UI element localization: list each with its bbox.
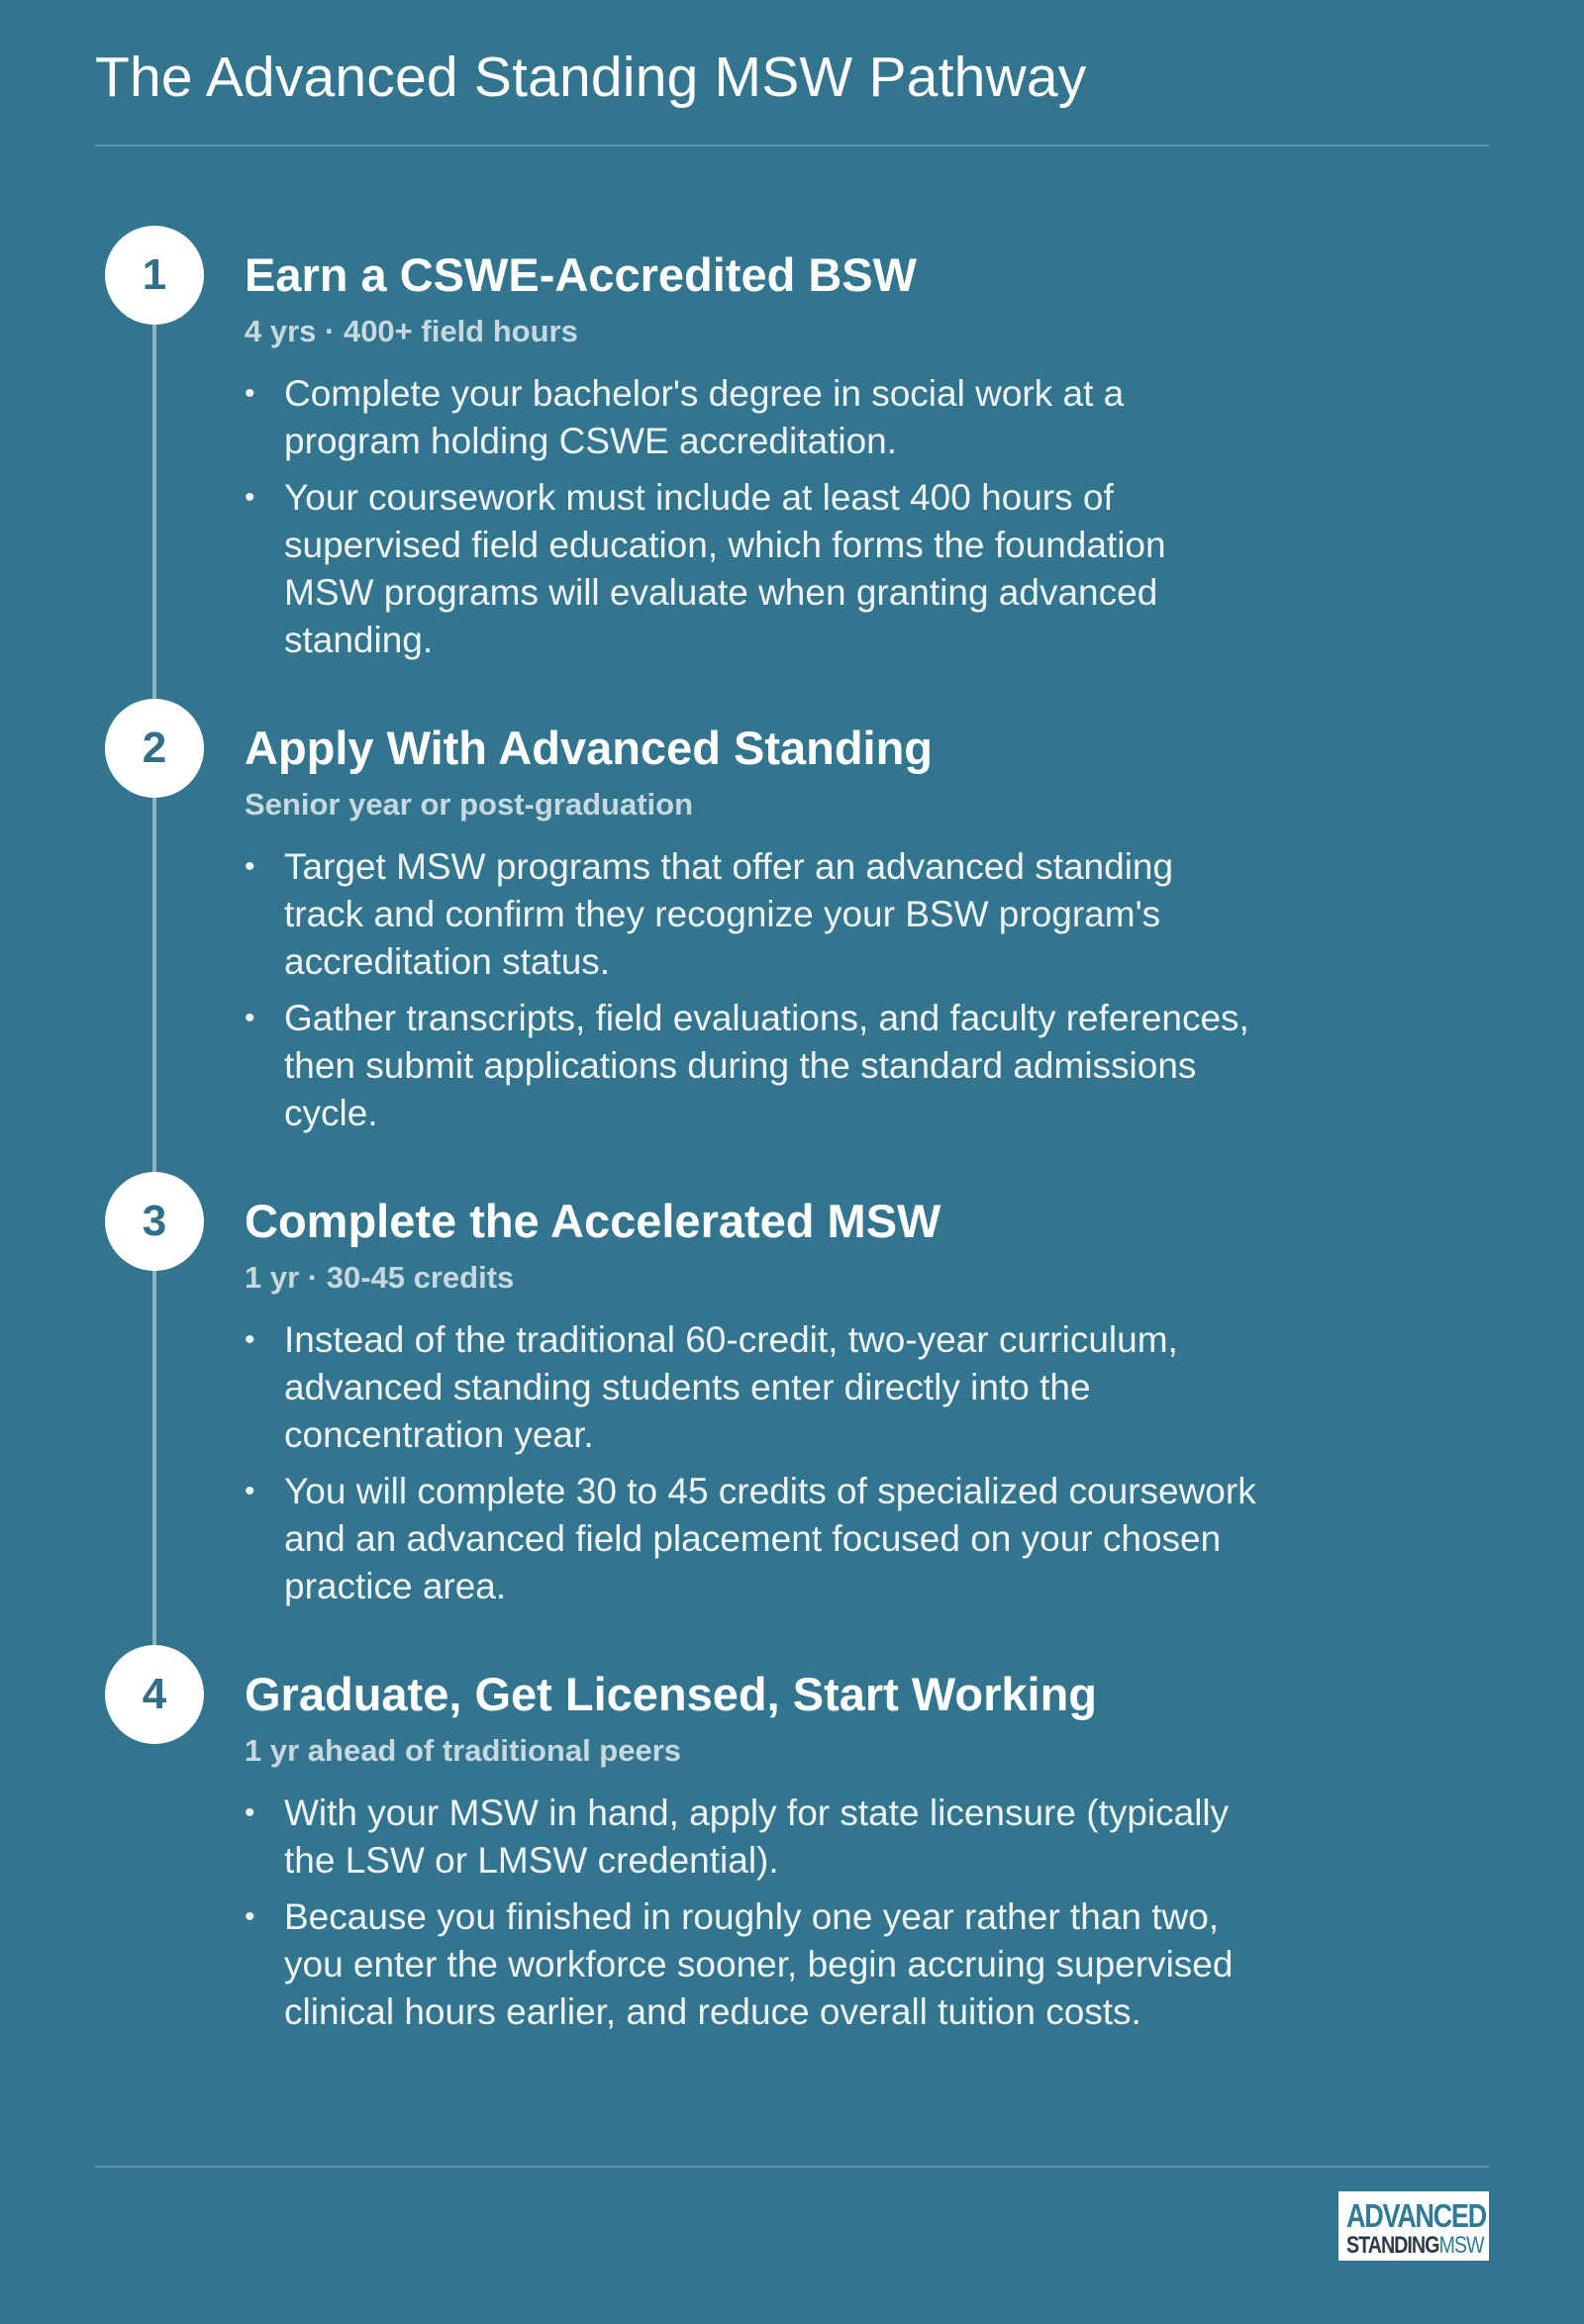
step-number-badge: 1 <box>105 226 204 325</box>
logo-line-2 <box>1346 2232 1484 2259</box>
logo-word-msw: MSW <box>1438 2232 1484 2259</box>
step-title: Earn a CSWE-Accredited BSW <box>245 248 918 301</box>
bullet-item: • Because you finished in roughly one year rather than two, you enter the workforce sooner, begin accruing supervised clinical hours earlier, and reduce overall tuition costs. <box>245 1893 1254 2036</box>
step-number-badge: 4 <box>105 1645 204 1744</box>
step-title: Complete the Accelerated MSW <box>245 1195 941 1247</box>
brand-logo <box>1338 2191 1489 2261</box>
step-meta: 4 yrs · 400+ field hours <box>245 314 578 348</box>
bullet-item: • Target MSW programs that offer an advanced standing track and confirm they recognize your BSW program's accreditation status. <box>245 843 1254 986</box>
bullet-item: • You will complete 30 to 45 credits of specialized coursework and an advanced field placement focused on your chosen practice area. <box>245 1468 1274 1610</box>
step-bullets <box>245 370 1254 673</box>
step-bullets <box>245 1316 1274 1619</box>
footer-divider <box>95 2166 1489 2168</box>
bullet-item: • Complete your bachelor's degree in social work at a program holding CSWE accreditation. <box>245 370 1254 465</box>
page-title: The Advanced Standing MSW Pathway <box>95 46 1087 109</box>
step-bullets <box>245 1790 1254 2045</box>
step-number-badge: 3 <box>105 1172 204 1271</box>
step-bullets <box>245 843 1254 1146</box>
logo-word-standing: STANDING <box>1346 2232 1439 2259</box>
step-meta: 1 yr ahead of traditional peers <box>245 1733 682 1768</box>
step-meta: 1 yr · 30-45 credits <box>245 1260 515 1295</box>
bullet-item: • Instead of the traditional 60-credit, two-year curriculum, advanced standing students enter directly into the concentration year. <box>245 1316 1274 1459</box>
timeline-line <box>152 275 156 1679</box>
step-title: Graduate, Get Licensed, Start Working <box>245 1668 1097 1720</box>
step-meta: Senior year or post-graduation <box>245 787 694 822</box>
bullet-item: • With your MSW in hand, apply for state licensure (typically the LSW or LMSW credential). <box>245 1790 1254 1885</box>
step-title: Apply With Advanced Standing <box>245 722 934 774</box>
header-divider <box>95 145 1489 146</box>
step-number-badge: 2 <box>105 699 204 798</box>
bullet-item: • Gather transcripts, field evaluations, and faculty references, then submit applications during the standard admissions cycle. <box>245 995 1254 1137</box>
bullet-item: • Your coursework must include at least 400 hours of supervised field education, which forms the foundation MSW programs will evaluate when granting advanced standing. <box>245 474 1254 664</box>
logo-line-1: ADVANCED <box>1346 2197 1486 2234</box>
